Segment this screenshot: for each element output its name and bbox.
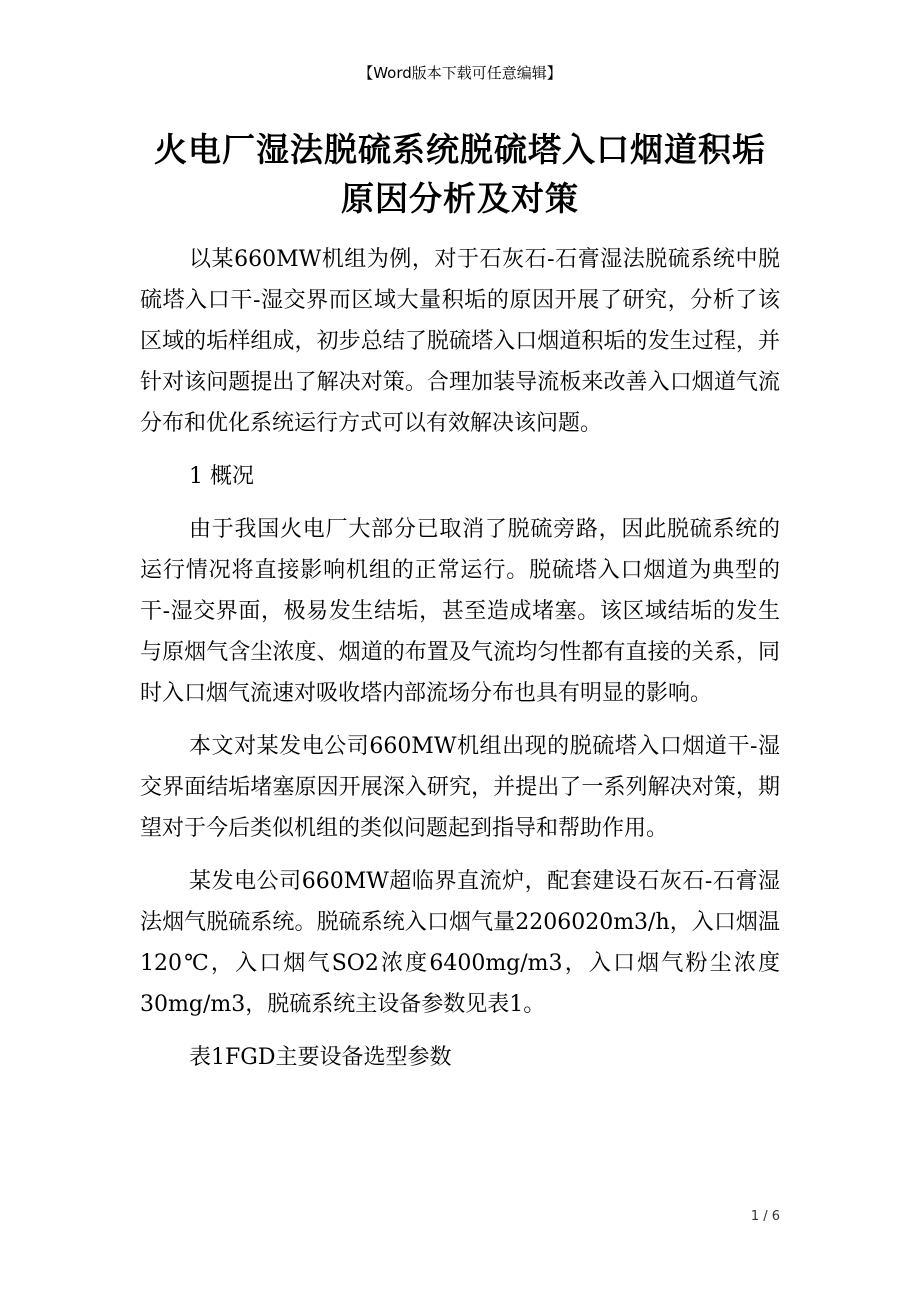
table-caption: 表1FGD主要设备选型参数: [189, 1045, 452, 1070]
title-line-1: 火电厂湿法脱硫系统脱硫塔入口烟道积垢: [154, 130, 766, 169]
body-paragraph: 由于我国火电厂大部分已取消了脱硫旁路，因此脱硫系统的运行情况将直接影响机组的正常运行。脱硫塔入口烟道为典型的干-湿交界面，极易发生结垢，甚至造成堵塞。该区域结垢的发生与原烟气含尘浓度、烟道的布置及气流均匀性都有直接的关系，同时入口烟气流速对吸收塔内部流场分布也具有明显的影响。: [140, 517, 780, 706]
document-body: [140, 239, 780, 1090]
title-line-2: 原因分析及对策: [341, 179, 579, 218]
body-paragraph: 某发电公司660MW超临界直流炉，配套建设石灰石-石膏湿法烟气脱硫系统。脱硫系统入口烟气量2206020m3/h，入口烟温120℃，入口烟气SO2浓度6400mg/m3，入口烟气粉尘浓度30mg/m3，脱硫系统主设备参数见表1。: [140, 869, 780, 1017]
body-paragraph: 本文对某发电公司660MW机组出现的脱硫塔入口烟道干-湿交界面结垢堵塞原因开展深入研究，并提出了一系列解决对策，期望对于今后类似机组的类似问题起到指导和帮助作用。: [140, 734, 780, 841]
document-title: [140, 125, 780, 223]
page-header: 【Word版本下载可任意编辑】: [358, 64, 562, 82]
abstract-paragraph: 以某660MW机组为例，对于石灰石-石膏湿法脱硫系统中脱硫塔入口干-湿交界而区域大量积垢的原因开展了研究，分析了该区域的垢样组成，初步总结了脱硫塔入口烟道积垢的发生过程，并针对该问题提出了解决对策。合理加装导流板来改善入口烟道气流分布和优化系统运行方式可以有效解决该问题。: [140, 247, 780, 436]
page-number: 1 / 6: [750, 1209, 780, 1224]
section-heading-overview: 1 概况: [189, 464, 254, 489]
